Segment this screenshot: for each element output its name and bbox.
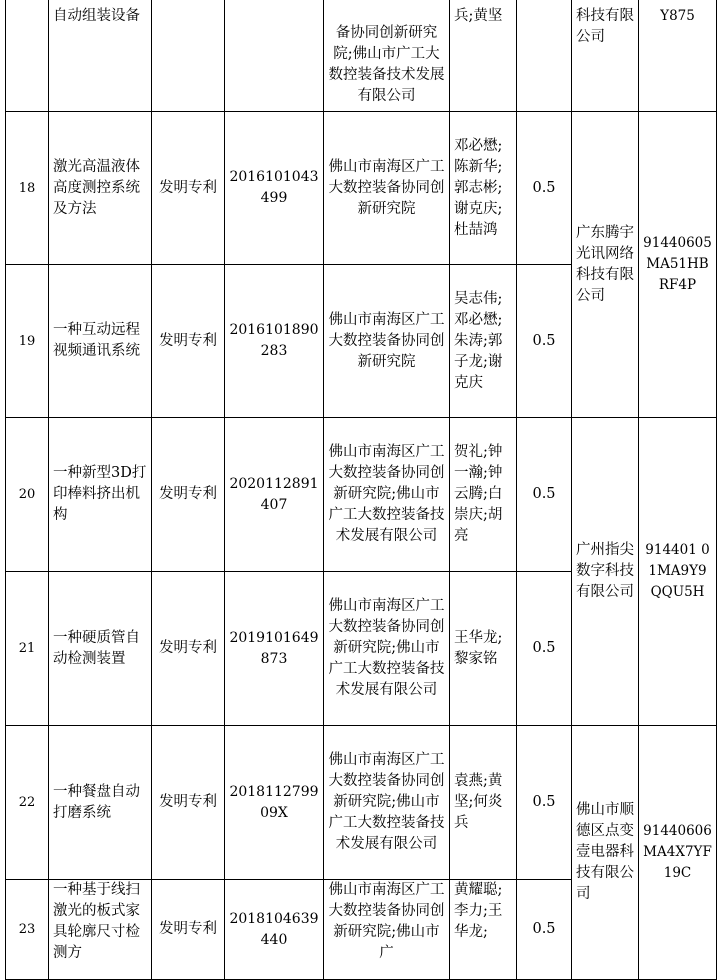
patent-inventors: 吴志伟;邓必懋;朱涛;郭子龙;谢克庆 [450,265,517,418]
patent-owner: 佛山市南海区广工大数控装备协同创新研究院 [324,112,450,265]
patent-name: 激光高温液体高度测控系统及方法 [49,112,152,265]
row-number: 22 [6,726,49,880]
patent-number: 2019101649873 [225,572,324,726]
patent-owner: 佛山市南海区广工大数控装备协同创新研究院;佛山市广工大数控装备技术发展有限公司 [324,726,450,880]
patent-name: 一种硬质管自动检测装置 [49,572,152,726]
table-row [6,112,717,265]
patent-number: 2020112891407 [225,418,324,572]
patent-number: 2018104639440 [225,880,324,980]
patent-type: 发明专利 [152,418,225,572]
patent-number: 2016101043499 [225,112,324,265]
patent-name: 一种餐盘自动打磨系统 [49,726,152,880]
share-ratio [517,0,572,112]
row-number: 21 [6,572,49,726]
patent-inventors: 贺礼;钟一瀚;钟云腾;白崇庆;胡亮 [450,418,517,572]
licensee-org: 科技有限公司 [572,0,639,112]
credit-code: Y875 [639,0,717,112]
patent-inventors: 邓必懋;陈新华;郭志彬;谢克庆;杜喆鸿 [450,112,517,265]
patent-table [5,0,717,980]
patent-number: 2016101890283 [225,265,324,418]
patent-type: 发明专利 [152,726,225,880]
share-ratio: 0.5 [517,726,572,880]
patent-type: 发明专利 [152,265,225,418]
patent-inventors: 兵;黄坚 [450,0,517,112]
patent-owner: 备协同创新研究院;佛山市广工大数控装备技术发展有限公司 [324,0,450,112]
patent-inventors: 王华龙;黎家铭 [450,572,517,726]
patent-name: 一种基于线扫激光的板式家具轮廓尺寸检测方 [49,880,152,980]
licensee-org: 佛山市顺德区点变壹电器科技有限公司 [572,726,639,980]
patent-inventors: 黄耀聪;李力;王华龙; [450,880,517,980]
share-ratio: 0.5 [517,418,572,572]
credit-code: 914401 01MA9Y9QQU5H [639,418,717,726]
credit-code: 91440605MA51HBRF4P [639,112,717,418]
patent-type: 发明专利 [152,880,225,980]
patent-inventors: 袁燕;黄坚;何炎兵 [450,726,517,880]
patent-owner: 佛山市南海区广工大数控装备协同创新研究院;佛山市广工大数控装备技术发展有限公司 [324,572,450,726]
patent-owner: 佛山市南海区广工大数控装备协同创新研究院 [324,265,450,418]
share-ratio: 0.5 [517,572,572,726]
patent-name: 一种新型3D打印棒料挤出机构 [49,418,152,572]
row-number: 18 [6,112,49,265]
row-number: 19 [6,265,49,418]
licensee-org: 广东腾宇光讯网络科技有限公司 [572,112,639,418]
table-row [6,418,717,572]
table-row [6,0,717,112]
patent-type: 发明专利 [152,112,225,265]
patent-name: 一种互动远程视频通讯系统 [49,265,152,418]
licensee-org: 广州指尖数字科技有限公司 [572,418,639,726]
patent-owner: 佛山市南海区广工大数控装备协同创新研究院;佛山市广工大数控装备技术发展有限公司 [324,418,450,572]
patent-number [225,0,324,112]
patent-name: 自动组装设备 [49,0,152,112]
share-ratio: 0.5 [517,880,572,980]
credit-code: 91440606MA4X7YF19C [639,726,717,980]
row-number: 23 [6,880,49,980]
row-number: 20 [6,418,49,572]
table-row [6,726,717,880]
share-ratio: 0.5 [517,265,572,418]
row-number [6,0,49,112]
patent-type: 发明专利 [152,572,225,726]
patent-number: 201811279909X [225,726,324,880]
patent-type [152,0,225,112]
patent-owner: 佛山市南海区广工大数控装备协同创新研究院;佛山市广 [324,880,450,980]
share-ratio: 0.5 [517,112,572,265]
